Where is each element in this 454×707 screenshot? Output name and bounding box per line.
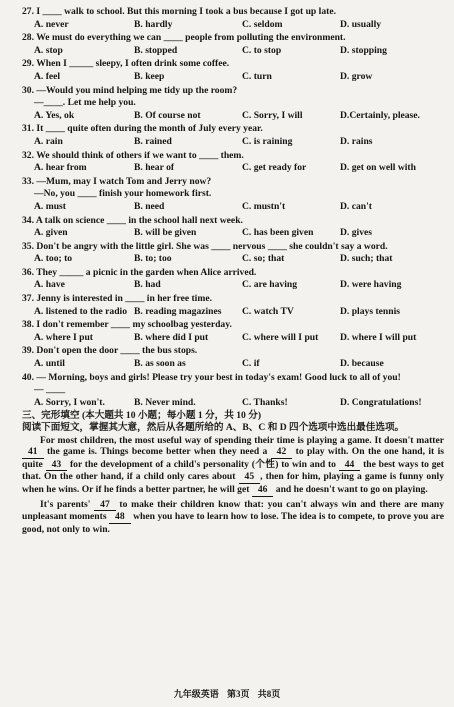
- passage-paragraph-2: [22, 499, 444, 536]
- question-stem: 28. We must do everything we can ____ people from polluting the environment.: [22, 32, 346, 44]
- answer-option[interactable]: C. to stop: [242, 44, 282, 56]
- answer-option[interactable]: B. Never mind.: [134, 396, 196, 408]
- answer-option[interactable]: D. where I will put: [340, 331, 417, 343]
- question-stem: 30. —Would you mind helping me tidy up the room?: [22, 84, 238, 96]
- option-row: [22, 227, 444, 239]
- question-item: [22, 6, 444, 30]
- question-stem: 40. — Morning, boys and girls! Please try your best in today's exam! Good luck to all of you!: [22, 371, 401, 383]
- question-stem: 29. When I _____ sleepy, I often drink some coffee.: [22, 58, 230, 70]
- answer-option[interactable]: C. where will I put: [242, 331, 319, 343]
- answer-option[interactable]: B. hear of: [134, 162, 175, 174]
- answer-option[interactable]: C. has been given: [242, 227, 314, 239]
- option-row: [22, 162, 444, 174]
- question-item: [22, 176, 444, 213]
- answer-option[interactable]: A. listened to the radio: [34, 305, 128, 317]
- option-row: [22, 332, 444, 344]
- question-stem: 38. I don't remember ____ my schoolbag yesterday.: [22, 319, 232, 331]
- answer-option[interactable]: C. so; that: [242, 253, 285, 265]
- question-item: [22, 267, 444, 291]
- answer-option[interactable]: D. rains: [340, 135, 373, 147]
- question-stem: 36. They _____ a picnic in the garden when Alice arrived.: [22, 266, 257, 278]
- question-stem: 37. Jenny is interested in ____ in her free time.: [22, 293, 212, 305]
- passage-paragraph-1: [22, 435, 444, 497]
- answer-option[interactable]: A. where I put: [34, 331, 93, 343]
- footer-subject: 九年级英语: [173, 689, 219, 700]
- answer-option[interactable]: D. stopping: [340, 44, 387, 56]
- answer-option[interactable]: C. are having: [242, 279, 297, 291]
- answer-option[interactable]: B. hardly: [134, 18, 173, 30]
- answer-option[interactable]: A. hear from: [34, 162, 87, 174]
- option-row: [22, 279, 444, 291]
- footer-total: 共8页: [257, 689, 281, 700]
- answer-option[interactable]: A. rain: [34, 135, 63, 147]
- answer-option[interactable]: A. stop: [34, 44, 63, 56]
- answer-option[interactable]: A. must: [34, 200, 66, 212]
- answer-option[interactable]: D. were having: [340, 279, 402, 291]
- answer-option[interactable]: C. is raining: [242, 135, 293, 147]
- option-row: [22, 358, 444, 370]
- question-item: [22, 123, 444, 147]
- answer-option[interactable]: B. Of course not: [134, 109, 201, 121]
- answer-option[interactable]: B. reading magazines: [134, 305, 222, 317]
- answer-option[interactable]: D. such; that: [340, 253, 393, 265]
- cloze-blank[interactable]: 44: [339, 459, 361, 472]
- option-row: [22, 397, 444, 409]
- question-item: [22, 372, 444, 409]
- answer-option[interactable]: B. keep: [134, 70, 165, 82]
- question-item: [22, 319, 444, 343]
- passage-text: to play with. On the one hand, it is quite: [22, 446, 444, 470]
- cloze-blank[interactable]: 42: [271, 446, 293, 459]
- answer-option[interactable]: B. need: [134, 200, 165, 212]
- passage-text: for the development of a child's personality (个性) to win and to: [67, 458, 339, 470]
- cloze-passage: [22, 435, 444, 536]
- answer-option[interactable]: C. Thanks!: [242, 396, 288, 408]
- answer-option[interactable]: A. given: [34, 227, 68, 239]
- question-stem: 32. We should think of others if we want to ____ them.: [22, 149, 244, 161]
- answer-option[interactable]: D. get on well with: [340, 162, 416, 174]
- answer-option[interactable]: B. stopped: [134, 44, 178, 56]
- cloze-blank[interactable]: 43: [46, 459, 68, 472]
- question-stem: 35. Don't be angry with the little girl. She was ____ nervous ____ she couldn't say a word.: [22, 240, 388, 252]
- section-instruction: 阅读下面短文，掌握其大意，然后从各题所给的 A、B、C 和 D 四个选项中选出最佳选项。: [22, 422, 405, 433]
- answer-option[interactable]: B. as soon as: [134, 358, 186, 370]
- question-stem: 27. I ____ walk to school. But this morning I took a bus because I got up late.: [22, 6, 336, 17]
- answer-option[interactable]: D. Congratulations!: [340, 396, 422, 408]
- answer-option[interactable]: D. can't: [340, 200, 372, 212]
- passage-text: and he doesn't want to go on playing.: [273, 483, 428, 495]
- answer-option[interactable]: A. too; to: [34, 253, 73, 265]
- answer-option[interactable]: B. had: [134, 279, 161, 291]
- answer-option[interactable]: D. usually: [340, 18, 382, 30]
- passage-text: It's parents': [40, 498, 95, 510]
- option-row: [22, 306, 444, 318]
- answer-option[interactable]: C. turn: [242, 70, 272, 82]
- answer-option[interactable]: A. have: [34, 279, 65, 291]
- answer-option[interactable]: B. will be given: [134, 227, 197, 239]
- passage-text: For most children, the most useful way of spending their time is playing a game. It doesn't matter: [40, 434, 444, 446]
- answer-option[interactable]: A. until: [34, 358, 65, 370]
- question-list: [22, 6, 444, 408]
- option-row: [22, 136, 444, 148]
- question-item: [22, 293, 444, 317]
- passage-text: , then for him, playing a game is funny only when he wins. Or if he finds a better partner, he will get: [22, 471, 444, 495]
- answer-option[interactable]: D. because: [340, 358, 384, 370]
- answer-option[interactable]: B. rained: [134, 135, 172, 147]
- answer-option[interactable]: B. to; too: [134, 253, 172, 265]
- answer-option[interactable]: C. if: [242, 358, 260, 370]
- question-reply-line: — ____: [34, 384, 66, 396]
- footer-page: 第3页: [226, 689, 250, 700]
- answer-option[interactable]: A. Yes, ok: [34, 109, 75, 121]
- passage-text: the best ways to get that. On the other hand, if a child only cares about: [22, 458, 444, 483]
- option-row: [22, 201, 444, 213]
- answer-option[interactable]: D. grow: [340, 70, 373, 82]
- question-item: [22, 150, 444, 174]
- question-item: [22, 58, 444, 82]
- passage-text: when you have to learn how to lose. The idea is to compete, to prove you are good, not only to win.: [22, 511, 444, 535]
- page-footer: [0, 689, 454, 701]
- answer-option[interactable]: C. seldom: [242, 18, 283, 30]
- answer-option[interactable]: C. watch TV: [242, 305, 294, 317]
- option-row: [22, 71, 444, 83]
- option-row: [22, 19, 444, 31]
- question-item: [22, 215, 444, 239]
- answer-option[interactable]: D. gives: [340, 227, 372, 239]
- cloze-blank[interactable]: 45: [239, 471, 261, 484]
- section-title: 三、完形填空 (本大题共 10 小题；每小题 1 分，共 10 分): [22, 410, 262, 422]
- answer-option[interactable]: C. Sorry, I will: [242, 109, 303, 121]
- question-stem: 33. —Mum, may I watch Tom and Jerry now?: [22, 175, 212, 187]
- question-reply-line: —No, you ____ finish your homework first.: [34, 188, 212, 200]
- answer-option[interactable]: A. feel: [34, 70, 61, 82]
- answer-option[interactable]: B. where did I put: [134, 331, 209, 343]
- answer-option[interactable]: D.Certainly, please.: [340, 109, 420, 121]
- question-item: [22, 241, 444, 265]
- answer-option[interactable]: A. never: [34, 18, 69, 30]
- passage-text: to make their children know that: you can't always win and there are many unpleasant moments: [22, 498, 445, 523]
- cloze-blank[interactable]: 46: [252, 484, 274, 497]
- cloze-blank[interactable]: 41: [22, 446, 44, 459]
- question-item: [22, 85, 444, 122]
- answer-option[interactable]: D. plays tennis: [340, 305, 400, 317]
- cloze-blank[interactable]: 48: [109, 511, 131, 524]
- question-item: [22, 345, 444, 369]
- question-stem: 34. A talk on science ____ in the school hall next week.: [22, 214, 243, 226]
- option-row: [22, 45, 444, 57]
- question-stem: 39. Don't open the door ____ the bus stops.: [22, 345, 198, 357]
- question-reply-line: —____. Let me help you.: [34, 97, 136, 109]
- option-row: [22, 253, 444, 265]
- answer-option[interactable]: A. Sorry, I won't.: [34, 396, 105, 408]
- answer-option[interactable]: C. mustn't: [242, 200, 286, 212]
- cloze-blank[interactable]: 47: [94, 499, 116, 512]
- question-item: [22, 32, 444, 56]
- question-stem: 31. It ____ quite often during the month of July every year.: [22, 123, 263, 135]
- option-row: [22, 110, 444, 122]
- answer-option[interactable]: C. get ready for: [242, 162, 307, 174]
- passage-text: the game is. Things become better when they need a: [43, 446, 271, 458]
